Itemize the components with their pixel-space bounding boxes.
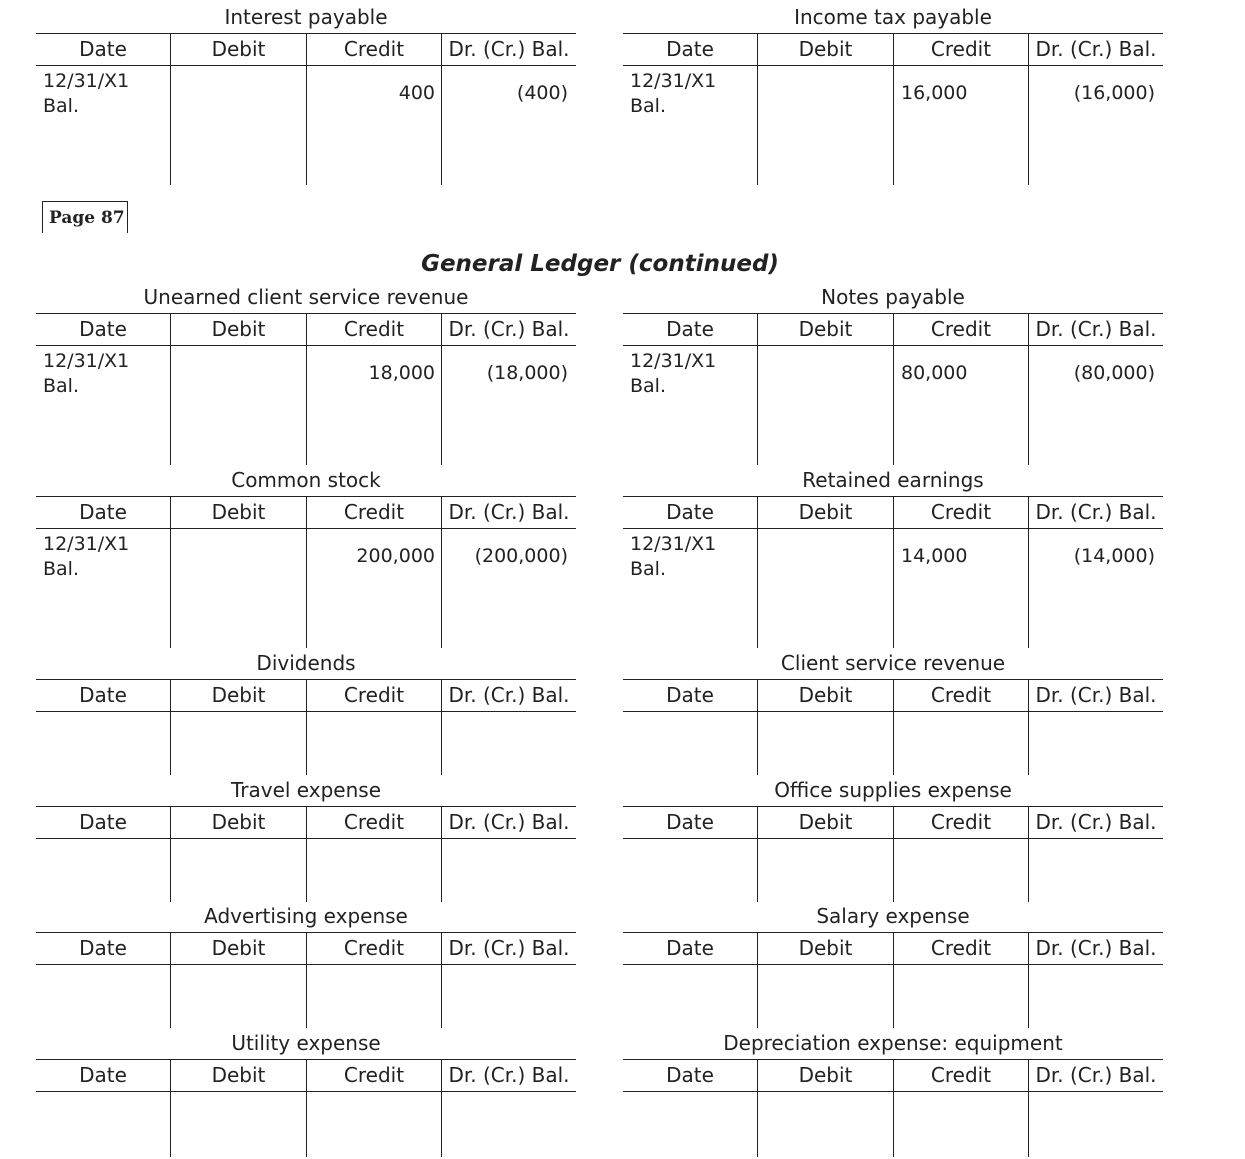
ledger-title: Travel expense xyxy=(231,778,381,802)
ledger-salary-expense xyxy=(623,904,1163,1028)
ledger-title: Common stock xyxy=(231,468,381,492)
ledger-title: Retained earnings xyxy=(802,468,984,492)
date-header: Date xyxy=(79,936,127,960)
date-header: Date xyxy=(666,37,714,61)
date-header: Date xyxy=(79,500,127,524)
date-header: Date xyxy=(666,683,714,707)
ledger-income-tax-payable xyxy=(623,5,1163,185)
balance-header: Dr. (Cr.) Bal. xyxy=(448,936,570,960)
ledger-interest-payable xyxy=(36,5,576,185)
credit-header: Credit xyxy=(930,1063,992,1087)
debit-header: Debit xyxy=(798,500,853,524)
ledger-dividends xyxy=(36,651,576,775)
date-header: Date xyxy=(666,810,714,834)
ledger-common-stock xyxy=(36,468,576,648)
debit-header: Debit xyxy=(211,317,266,341)
debit-header: Debit xyxy=(798,1063,853,1087)
credit-header: Credit xyxy=(930,500,992,524)
ledger-title: Office supplies expense xyxy=(774,778,1012,802)
credit-header: Credit xyxy=(343,683,405,707)
entry-credit: 80,000 xyxy=(901,362,968,384)
entry-date: 12/31/X1 Bal. xyxy=(630,70,717,117)
entry-credit: 14,000 xyxy=(901,545,968,567)
credit-header: Credit xyxy=(343,317,405,341)
entry-balance: (16,000) xyxy=(1073,82,1155,104)
debit-header: Debit xyxy=(211,810,266,834)
balance-header: Dr. (Cr.) Bal. xyxy=(1035,37,1157,61)
date-header: Date xyxy=(666,500,714,524)
debit-header: Debit xyxy=(211,500,266,524)
date-header: Date xyxy=(79,1063,127,1087)
balance-header: Dr. (Cr.) Bal. xyxy=(448,810,570,834)
debit-header: Debit xyxy=(798,936,853,960)
debit-header: Debit xyxy=(798,37,853,61)
debit-header: Debit xyxy=(211,683,266,707)
debit-header: Debit xyxy=(211,37,266,61)
ledger-title: Income tax payable xyxy=(794,5,992,29)
entry-date: 12/31/X1 Bal. xyxy=(43,350,130,397)
ledger-travel-expense xyxy=(36,778,576,902)
balance-header: Dr. (Cr.) Bal. xyxy=(448,317,570,341)
ledger-client-service-revenue xyxy=(623,651,1163,775)
debit-header: Debit xyxy=(798,317,853,341)
entry-balance: (18,000) xyxy=(486,362,568,384)
debit-header: Debit xyxy=(798,683,853,707)
debit-header: Debit xyxy=(798,810,853,834)
credit-header: Credit xyxy=(343,500,405,524)
balance-header: Dr. (Cr.) Bal. xyxy=(1035,1063,1157,1087)
date-header: Date xyxy=(666,317,714,341)
ledger-advertising-expense xyxy=(36,904,576,1028)
ledger-title: Notes payable xyxy=(821,285,965,309)
date-header: Date xyxy=(79,317,127,341)
entry-balance: (80,000) xyxy=(1073,362,1155,384)
ledger-utility-expense xyxy=(36,1031,576,1157)
date-header: Date xyxy=(79,37,127,61)
balance-header: Dr. (Cr.) Bal. xyxy=(448,1063,570,1087)
entry-balance: (400) xyxy=(516,82,568,104)
entry-date: 12/31/X1 Bal. xyxy=(630,350,717,397)
credit-header: Credit xyxy=(930,810,992,834)
ledger-title: Advertising expense xyxy=(204,904,408,928)
credit-header: Credit xyxy=(930,936,992,960)
date-header: Date xyxy=(666,936,714,960)
ledger-retained-earnings xyxy=(623,468,1163,648)
credit-header: Credit xyxy=(930,37,992,61)
ledger-title: Salary expense xyxy=(816,904,970,928)
page-number-label: Page 87 xyxy=(42,201,128,233)
date-header: Date xyxy=(666,1063,714,1087)
entry-balance: (14,000) xyxy=(1073,545,1155,567)
ledger-depreciation-expense-equipment xyxy=(623,1031,1163,1157)
balance-header: Dr. (Cr.) Bal. xyxy=(1035,810,1157,834)
debit-header: Debit xyxy=(211,936,266,960)
credit-header: Credit xyxy=(343,1063,405,1087)
entry-balance: (200,000) xyxy=(474,545,568,567)
credit-header: Credit xyxy=(930,683,992,707)
balance-header: Dr. (Cr.) Bal. xyxy=(1035,683,1157,707)
credit-header: Credit xyxy=(343,810,405,834)
section-title: General Ledger (continued) xyxy=(421,251,779,277)
entry-credit: 18,000 xyxy=(368,362,435,384)
entry-credit: 400 xyxy=(398,82,435,104)
ledger-title: Depreciation expense: equipment xyxy=(723,1031,1063,1055)
balance-header: Dr. (Cr.) Bal. xyxy=(448,683,570,707)
ledger-title: Utility expense xyxy=(231,1031,381,1055)
credit-header: Credit xyxy=(930,317,992,341)
entry-date: 12/31/X1 Bal. xyxy=(43,533,130,580)
ledger-title: Client service revenue xyxy=(780,651,1006,675)
credit-header: Credit xyxy=(343,37,405,61)
debit-header: Debit xyxy=(211,1063,266,1087)
entry-credit: 200,000 xyxy=(356,545,435,567)
ledger-title: Dividends xyxy=(256,651,356,675)
balance-header: Dr. (Cr.) Bal. xyxy=(1035,317,1157,341)
ledger-notes-payable xyxy=(623,285,1163,465)
entry-date: 12/31/X1 Bal. xyxy=(630,533,717,580)
balance-header: Dr. (Cr.) Bal. xyxy=(448,500,570,524)
entry-date: 12/31/X1 Bal. xyxy=(43,70,130,117)
balance-header: Dr. (Cr.) Bal. xyxy=(1035,500,1157,524)
entry-credit: 16,000 xyxy=(901,82,968,104)
ledger-office-supplies-expense xyxy=(623,778,1163,902)
ledger-title: Interest payable xyxy=(224,5,388,29)
date-header: Date xyxy=(79,683,127,707)
ledger-unearned-client-service-revenue xyxy=(36,285,576,465)
balance-header: Dr. (Cr.) Bal. xyxy=(1035,936,1157,960)
credit-header: Credit xyxy=(343,936,405,960)
ledger-title: Unearned client service revenue xyxy=(143,285,469,309)
date-header: Date xyxy=(79,810,127,834)
balance-header: Dr. (Cr.) Bal. xyxy=(448,37,570,61)
